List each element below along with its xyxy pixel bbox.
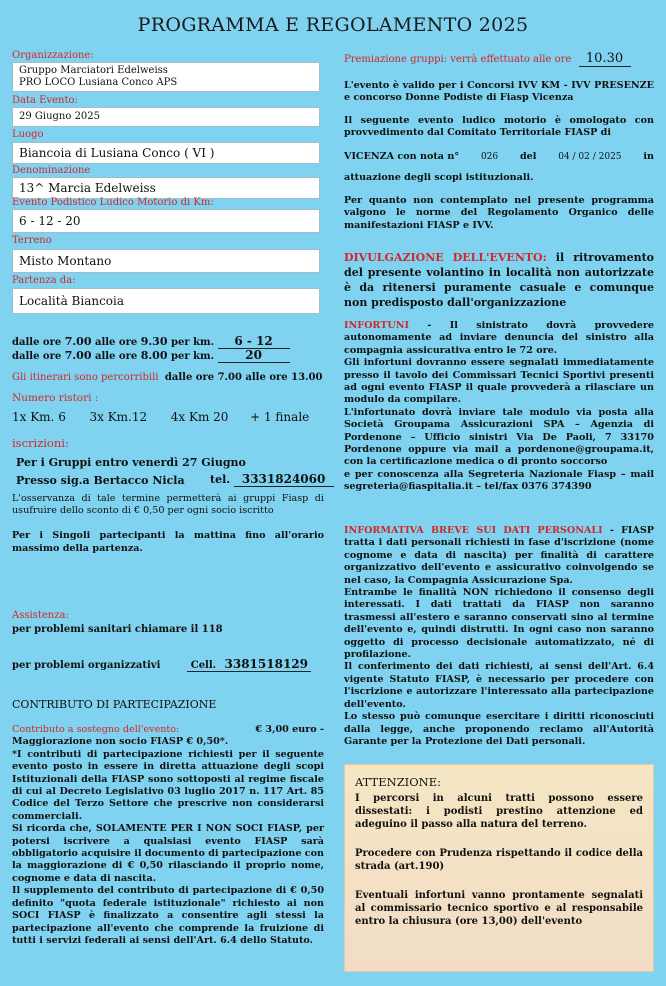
luogo-value: Biancoia di Lusiana Conco ( VI ) [12,142,320,164]
denominazione-value: 13^ Marcia Edelweiss [12,177,320,199]
tel-row [210,472,334,487]
informativa-text: - FIASP tratta i dati personali richiesti in fase d'iscrizione (nome cognome e data di nascita) per finalità di carattere organizzativo dell'evento e assicurativo coinvolgendo se nel caso, la Compagnia Assicurazione Spa. [344,525,655,586]
organizzazione-line2: PRO LOCO Lusiana Conco APS [19,77,178,88]
attenzione-text-1: I percorsi in alcuni tratti possono essere dissestati: i podisti prestino attenzione ed adeguino il passo alla natura del terreno. [355,793,643,830]
attuazione-text: attuazione degli scopi istituzionali. [344,172,534,183]
sanitari-text: per problemi sanitari chiamare il 118 [12,624,223,635]
organizzativi-text: per problemi organizzativi [12,660,161,671]
organizzazione-line1: Gruppo Marciatori Edelweiss [19,65,168,76]
orario-start: 7.00 [64,349,92,362]
ristori-item: 3x Km.12 [89,410,148,424]
denominazione-label: Denominazione [12,165,91,176]
infortuni-paragraph: L'infortunato dovrà inviare tale modulo via posta alla Società Groupama Assicurazioni SPA – Agenzia di Pordenone – Ufficio sinistri Via De Paoli, 7 33170 Pordenone oppure via mail a pordenone@groupama.it, con la certificazione medica o di pronto soccorso [344,406,654,468]
premiazione-time: 10.30 [579,51,631,67]
orario-end: 9.30 [140,335,168,348]
informativa-block [344,525,654,748]
contributo-paragraph: Il supplemento del contributo di partecipazione di € 0,50 definito "quota federale istituzionale" richiesto ai non SOCI FIASP è finalizzato a consentire agli stessi la partecipazione all'evento che comprende la fruizione di tutti i servizi federali ai sensi dell'Art. 6.4 dello Statuto. [12,885,324,946]
orario-km: 20 [218,348,290,363]
infortuni-paragraph: e per conoscenza alla Segreteria Nazionale Fiasp – mail segreteria@fiaspitalia.it – tel/fax 0376 374390 [344,468,654,493]
orario-dalle: dalle ore [12,337,62,348]
cell-field [187,657,311,672]
nota-number: 026 [480,152,499,162]
partenza-label: Partenza da: [12,275,76,286]
contributo-amount: € 3,00 euro - [255,724,324,735]
itinerari-row [12,372,322,383]
gruppi-line: Per i Gruppi entro venerdì 27 Giugno [16,456,246,469]
nota-label: VICENZA con nota n° [344,151,460,162]
attenzione-title: ATTENZIONE: [355,775,441,789]
luogo-label: Luogo [12,129,44,140]
orario-row-1 [12,334,332,349]
divulgazione-text: il ritrovamento del presente volantino in località non autorizzate è da ritenersi puramente casuale e comunque non predisposto dall'organizzazione [344,251,654,309]
ristori-item: + 1 finale [250,410,310,424]
nota-row [344,151,654,163]
informativa-paragraph: Entrambe le finalità NON richiedono il consenso degli interessati. I dati trattati da FIASP non saranno trasmessi all'estero e saranno conservati sino al termine dell'evento e, quindi distrutti. In ogni caso non saranno oggetto di processo decisionale automatizzato, né di profilazione. [344,587,654,661]
orario-perkm: per km. [170,337,215,348]
maggiorazione-text: Maggiorazione non socio FIASP € 0,50*. [12,736,229,748]
premiazione-row [344,51,631,67]
ristori-label: Numero ristori : [12,392,99,404]
per-quanto-text: Per quanto non contemplato nel presente programma valgono le norme del Regolamento Organico delle manifestazioni FIASP e IVV. [344,195,654,231]
organizzativi-row [12,657,332,672]
terreno-value: Misto Montano [12,249,320,273]
contributo-paragraph: *I contributi di partecipazione richiesti per il seguente evento posto in essere in diretta attuazione degli scopi Istituzionali della FIASP sono sottoposti al regime fiscale di cui al Decreto Legislativo 03 luglio 2017 n. 117 Art. 85 Codice del Terzo Settore che prescrive non considerarsi commerciali. [12,748,324,822]
evento-label: Evento Podistico Ludico Motorio di Km: [12,197,214,208]
nota-del: del [519,151,537,162]
contributo-red: Contributo a sostegno dell'evento: [12,724,180,735]
valido-text: L'evento è valido per i Concorsi IVV KM - IVV PRESENZE e concorso Donne Podiste di Fiasp Vicenza [344,80,654,104]
ristori-list [12,410,332,424]
iscrizioni-label: iscrizioni: [12,436,69,450]
itinerari-label: Gli itinerari sono percorribili [12,372,159,383]
organizzazione-label: Organizzazione: [12,50,94,61]
orario-row-2 [12,348,332,363]
informativa-label: INFORMATIVA BREVE SUI DATI PERSONALI [344,525,603,536]
tel-value: 3331824060 [234,472,334,487]
assistenza-label: Assistenza: [12,610,69,621]
omologato-text: Il seguente evento ludico motorio è omologato con provvedimento dal Comitato Territoriale FIASP di [344,115,654,139]
divulgazione-block [344,250,654,310]
contributo-paragraph: Si ricorda che, SOLAMENTE PER I NON SOCI FIASP, per potersi iscrivere a qualsiasi evento FIASP sarà obbligatorio acquisire il documento di partecipazione con la maggiorazione di € 0,50 rilasciando il proprio nome, cognome e data di nascita. [12,823,324,884]
organizzazione-box [12,62,320,92]
orario-alle: alle ore [94,337,138,348]
infortuni-paragraph: Gli infortuni dovranno essere segnalati immediatamente presso il tavolo dei Commissari Tecnici Sportivi presenti ad ogni evento FIASP il quale provvederà a rilasciare un modulo da compilare. [344,357,654,406]
cell-value: 3381518129 [224,657,308,671]
page-title: PROGRAMMA E REGOLAMENTO 2025 [137,14,529,36]
informativa-paragraph: Il conferimento dei dati richiesti, ai sensi dell'Art. 6.4 vigente Statuto FIASP, è necessario per procedere con l'iscrizione e autorizzare l'interessato alla partecipazione dell'evento. [344,661,654,710]
contributo-block [12,724,324,947]
orario-perkm: per km. [170,351,215,362]
nota-date: 04 / 02 / 2025 [558,152,622,162]
data-value: 29 Giugno 2025 [12,107,320,127]
partenza-value: Località Biancoia [12,288,320,314]
orario-km: 6 - 12 [218,334,290,349]
infortuni-block [344,320,654,494]
informativa-paragraph: Lo stesso può comunque esercitare i diritti riconosciuti dalla legge, anche proponendo reclamo all'Autorità Garante per la Protezione dei Dati personali. [344,711,654,747]
attenzione-text-2: Procedere con Prudenza rispettando il codice della strada (art.190) [355,848,643,872]
divulgazione-label: DIVULGAZIONE DELL'EVENTO: [344,251,547,264]
infortuni-label: INFORTUNI [344,320,409,331]
data-label: Data Evento: [12,95,78,106]
osservanza-text: L'osservanza di tale termine permetterà ai gruppi Fiasp di usufruire dello sconto di € 0,50 per ogni socio iscritto [12,493,324,516]
ristori-item: 4x Km 20 [170,410,229,424]
premiazione-label: Premiazione gruppi: verrà effettuato alle ore [344,54,572,65]
orario-end: 8.00 [140,349,168,362]
terreno-label: Terreno [12,235,52,246]
tel-label: tel. [210,473,231,486]
nota-in: in [643,151,654,162]
cell-label: Cell. [190,660,217,671]
infortuni-text: - Il sinistrato dovrà provvedere autonomamente ad inviare denuncia del sinistro alla compagnia assicurativa entro le 72 ore. [344,320,654,356]
contributo-title: CONTRIBUTO DI PARTECIPAZIONE [12,698,217,711]
singoli-text: Per i Singoli partecipanti la mattina fino all'orario massimo della partenza. [12,530,324,554]
orario-dalle: dalle ore [12,351,62,362]
evento-value: 6 - 12 - 20 [12,209,320,233]
orario-start: 7.00 [64,335,92,348]
attenzione-text-3: Eventuali infortuni vanno prontamente segnalati al commissario tecnico sportivo e al responsabile entro la chiusura (ore 13,00) dell'evento [355,890,643,927]
presso-line: Presso sig.a Bertacco Nicla [16,474,185,487]
orario-alle: alle ore [94,351,138,362]
itinerari-text: dalle ore 7.00 alle ore 13.00 [164,372,323,383]
ristori-item: 1x Km. 6 [12,410,66,424]
attenzione-box [344,764,654,972]
